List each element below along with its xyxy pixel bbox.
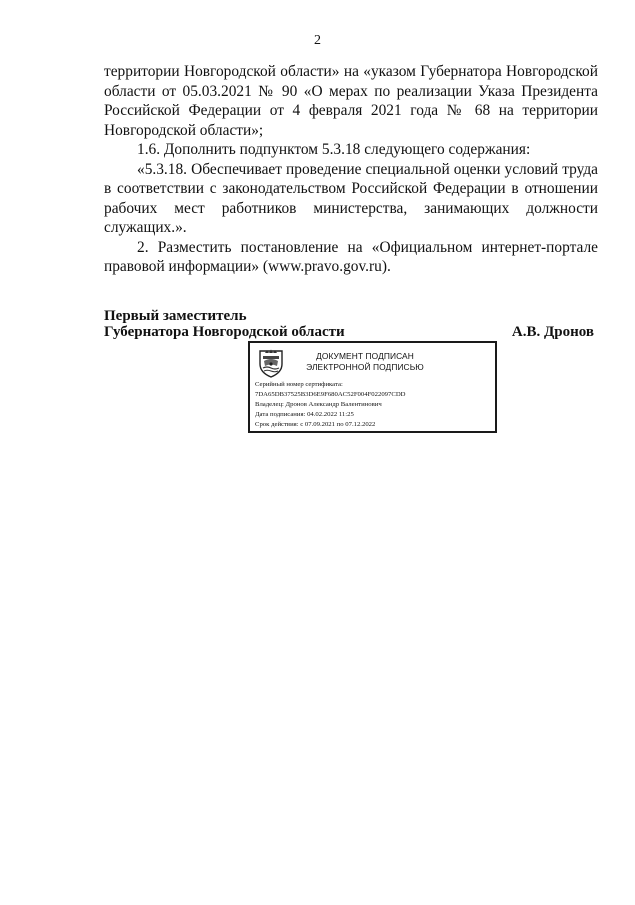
signer-position-line1: Первый заместитель [104,308,247,324]
stamp-validity: Срок действия: с 07.09.2021 по 07.12.2022 [255,421,376,428]
paragraph-3: «5.3.18. Обеспечивает проведение специальной оценки условий труда в соответствии с законодательством Российской Федерации в отношении рабочих мест работников министерства, занимающих должности служащих.». [104,160,598,236]
paragraph-1: территории Новгородской области» на «указом Губернатора Новгородской области от 05.03.2021 № 90 «О мерах по реализации Указа Президента Российской Федерации от 4 февраля 2021 года № 68 на территории Новгородской области»; [104,63,598,139]
stamp-title [290,351,440,373]
signature-block [104,308,598,340]
page-number: 2 [314,33,321,48]
stamp-title-line1: ДОКУМЕНТ ПОДПИСАН [316,351,414,361]
stamp-serial-value: 7DA65DB37525B3D6E9F680AC52F004F022097CDD [255,391,406,398]
stamp-details [255,380,495,430]
paragraph-4: 2. Разместить постановление на «Официальном интернет-портале правовой информации» (www.pravo.gov.ru). [104,238,598,275]
signer-position-line2: Губернатора Новгородской области [104,324,345,340]
document-body [104,62,598,277]
stamp-signed-date: Дата подписания: 04.02.2022 11:25 [255,411,354,418]
stamp-serial-label: Серийный номер сертификата: [255,381,343,388]
stamp-owner: Владелец: Дронов Александр Валентинович [255,401,382,408]
coat-of-arms-icon [256,348,286,378]
stamp-title-line2: ЭЛЕКТРОННОЙ ПОДПИСЬЮ [306,362,424,372]
paragraph-2: 1.6. Дополнить подпунктом 5.3.18 следующего содержания: [137,141,531,158]
signer-name: А.В. Дронов [511,324,594,340]
electronic-signature-stamp [248,341,497,433]
